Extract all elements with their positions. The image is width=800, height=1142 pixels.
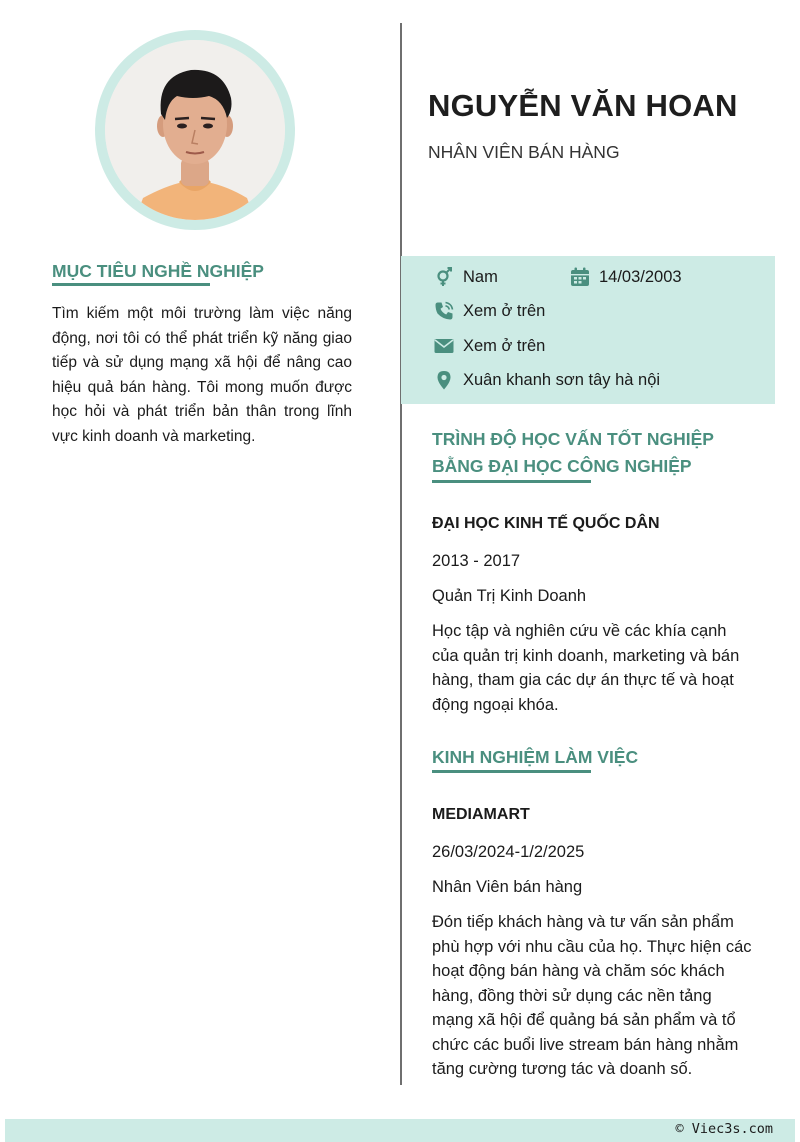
column-divider <box>400 23 402 1085</box>
objective-title: MỤC TIÊU NGHỀ NGHIỆP <box>52 261 264 281</box>
education-major: Quản Trị Kinh Doanh <box>432 587 587 605</box>
gender-row <box>433 266 498 288</box>
education-title-line1: TRÌNH ĐỘ HỌC VẤN TỐT NGHIỆP <box>432 429 714 449</box>
gender-icon <box>433 266 455 288</box>
footer-bar <box>5 1119 795 1142</box>
phone-value: Xem ở trên <box>463 301 546 320</box>
birthday-value: 14/03/2003 <box>599 267 682 286</box>
gender-value: Nam <box>463 267 498 286</box>
mail-icon <box>433 335 455 357</box>
experience-description: Đón tiếp khách hàng và tư vấn sản phẩm phù hợp với nhu cầu của họ. Thực hiện các hoạt động bán hàng và chăm sóc khách hàng, đồng thời sử dụng các nền tảng mạng xã hội để quảng bá sản phẩm và tổ chức các buổi live stream bán hàng nhằm tăng cường tương tác và doanh số. <box>432 913 752 1078</box>
experience-position: Nhân Viên bán hàng <box>432 878 583 896</box>
footer-copyright: © Viec3s.com <box>675 1121 773 1137</box>
education-title-underline <box>432 480 591 483</box>
email-row <box>433 335 545 357</box>
education-title-line2: BẰNG ĐẠI HỌC CÔNG NGHIỆP <box>432 456 692 476</box>
experience-company: MEDIAMART <box>432 806 530 823</box>
experience-title-underline <box>432 770 591 773</box>
objective-title-underline <box>52 283 210 286</box>
experience-period: 26/03/2024-1/2/2025 <box>432 843 585 861</box>
objective-text: Tìm kiếm một môi trường làm việc năng động, nơi tôi có thể phát triển kỹ năng giao tiếp và sử dụng mạng xã hội để nâng cao hiệu quả bán hàng. Tôi mong muốn được học hỏi và phát triển bản thân trong lĩnh vực kinh doanh và marketing. <box>52 305 352 445</box>
experience-title: KINH NGHIỆM LÀM VIỆC <box>432 747 639 767</box>
candidate-name: NGUYỄN VĂN HOAN <box>428 88 738 123</box>
calendar-icon <box>569 266 591 288</box>
education-school: ĐẠI HỌC KINH TẾ QUỐC DÂN <box>432 515 660 532</box>
avatar-frame <box>95 30 295 230</box>
education-description: Học tập và nghiên cứu về các khía cạnh của quản trị kinh doanh, marketing và bán hàng, tham gia các dự án thực tế và hoạt động ngoại khóa. <box>432 622 740 714</box>
portrait-photo <box>105 40 285 220</box>
phone-icon <box>433 300 455 322</box>
birthday-row <box>569 266 682 288</box>
phone-row <box>433 300 545 322</box>
education-period: 2013 - 2017 <box>432 552 521 570</box>
address-value: Xuân khanh sơn tây hà nội <box>463 370 661 389</box>
email-value: Xem ở trên <box>463 336 546 355</box>
location-pin-icon <box>433 369 455 391</box>
candidate-job-title: NHÂN VIÊN BÁN HÀNG <box>428 142 620 162</box>
avatar <box>105 40 285 220</box>
address-row <box>433 369 660 391</box>
contact-info-panel <box>401 256 775 404</box>
